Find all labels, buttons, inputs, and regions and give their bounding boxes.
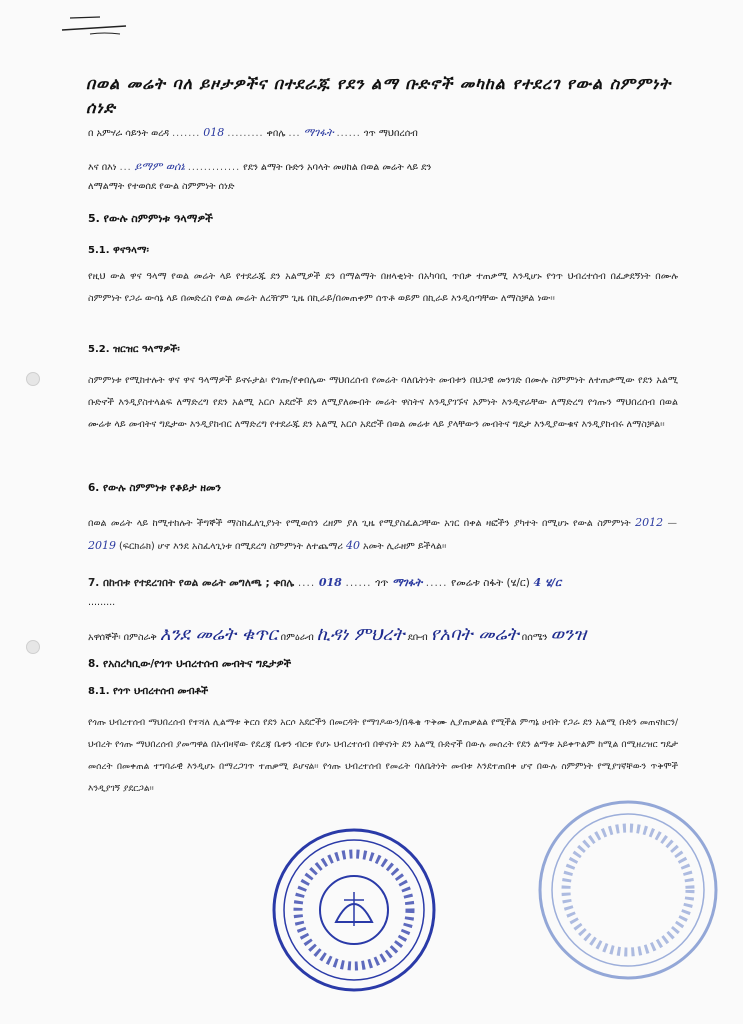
name-prefix: እና በእነ (88, 162, 117, 173)
intro-line-3: ለማልማት የተወሰደ የውል ስምምነት ሰነድ (88, 181, 235, 192)
section-7-heading: 7. በከብቱ የተደረገበት የወል መሬት መግለጫ ; ቀበሌ (88, 577, 295, 589)
section-5-1-text: የዚህ ውል ዋና ዓላማ የወል መሬት ላይ የተደራጁ ደን አልሚዎች ደን በማልማት በዘላቂነት በአካባቢ ጥበቃ ተጠቃሚ እንዲሆኑ የጎጥ ህብረተሰብ በፈቃደኝነት በሙሉ ስምምነት የጋራ ውሳኔ ላይ በመድረስ የወል መሬት ለረዥም ጊዜ በኪራይ/በመጠቀም ሰጥቶ ወይም በኪራይ እንዲሰጣቸው ለማስቻል ነው፡፡ (88, 271, 678, 304)
zone-label: በ አምሃራ ሳይንት ወረዳ (88, 128, 170, 139)
start-year: 2012 (635, 516, 664, 529)
east-boundary-value: እንደ መሬት ቁጥር (159, 624, 278, 645)
section-5-2-text: ስምምነቱ የሚከተሉት ዋና ዋና ዓላማዎች ይኖሩታል፡ የጎጡ/የቀበሌው ማህበረሰብ የመሬት ባለቤትነት መብቱን በህጋዊ መንገድ በሙሉ ስምምነት ለተጠቃሚው የደን አልሚ ቡድኖች እንዲያስተላልፍ ለማድረግ የደን አልሚ አርሶ አደሮች ደን ለሚያለሙበት መሬት ዋስትና እንዲያገኙና አምነት እንዲኖራቸው ለማድረግ የጎጡን ማህበረሰብ በወል ሙሬቱ ላይ መብትና ግዴታው እንዲያከብር ለማድረግ የተደራጁ ደን አልሚ አርሶ አደሮች በወል መሬቱ ላይ ያላቸውን መብትና ግዴታ እንዲያውቁና እንዲያከብሩ ለማስቻል፡፡ (88, 375, 678, 430)
punch-hole (26, 372, 40, 386)
end-year: 2019 (88, 539, 116, 552)
south-label: ደቡብ (407, 632, 428, 643)
boundaries-line (88, 624, 586, 645)
section-7-got-value: ማገፋት (392, 576, 423, 589)
section-8-heading: 8. የአስረካቢው/የጎጥ ህብረተሰብ መብትና ግዴታዎች (88, 658, 292, 670)
section-7-kebele-value: 018 (318, 576, 342, 589)
intro-line-2-rest: የደን ልማት ቡድን አባላት መሀከል በወል መሬት ላይ ደን (243, 162, 432, 173)
section-6-text-b: (ፍርክሬክ) ሆኖ እንደ አስፈላጊነቱ በሚደረግ ስምምነት ለተጨማሪ (119, 541, 343, 552)
west-label: በምዕራብ (280, 632, 314, 643)
area-label: የመሬቱ ስፋት (ሄ/ር) (451, 577, 530, 589)
got-value: ማገፋት (303, 126, 334, 139)
extension-years: 40 (346, 539, 361, 552)
group-leader-name: ይማም ወሰኔ (134, 160, 185, 173)
official-seal-stamp-partial-icon (508, 790, 743, 980)
punch-hole (26, 640, 40, 654)
intro-line-1: በ አምሃራ ሳይንት ወረዳ ....... 018 ......... ቀበሌ ... ማገፋት ...... ጎጥ ማህበረሰብ (88, 126, 418, 139)
section-6-text-a: በወል መሬት ላይ ከሚተከሉት ችግኞች ማስከፈለጊያነት የሚወሰን ረዘም ያለ ጊዜ የሚያስፈልጋቸው አገር በቀል ዛፎችን ያካተት በሚሆኑ የውል ስምምነት (88, 518, 631, 529)
handwritten-mark-icon (60, 12, 130, 38)
area-value: 4 ሄ/ር (533, 576, 562, 589)
section-6-text: በወል መሬት ላይ ከሚተከሉት ችግኞች ማስከፈለጊያነት የሚወሰን ረዘም ያለ ጊዜ የሚያስፈልጋቸው አገር በቀል ዛፎችን ያካተት በሚሆኑ የውል ስምምነት 2012 — 2019 (ፍርክሬክ) ሆኖ እንደ አስፈላጊነቱ በሚደረግ ስምምነት ለተጨማሪ 40 አመት ሊራዘም ይችላል፡፡ (88, 516, 678, 552)
kebele-label: ቀበሌ (266, 128, 286, 139)
section-8-1-text: የጎጡ ህብረተሰብ ማህበረሰብ የተሻለ ሊልማቱ ቅርስ የደን አርሶ አደሮችን በመርዳት የማገዶውን/በዱቄ ጥቅሙ ሊያጠቃልል የሚችል ምጣኔ ሀብት የጋራ ደን አልሚ ቡድን መጠናከርን/ ህብረት የጎጡ ማህበረሰብ ያመጣዋል በአብዛኛው የደረጃ ቤቱን ብርቱ የሆኑ ህብረተሰብ በዋናነት ደን አልሚ ቡድኖች በውሉ መሰረት የደን ልማቱ አይቀጥልም ከሚል በሚዘረዝር ግዴታ መሰረት በመቀጠል ተግባራዊ እንዲሆኑ በማረጋገጥ ተጠቃሚ ይሆናል፡፡ የጎጡ ህብረተሰብ የመሬት ባለቤትነት መብቱ እንደተጠበቀ ሆኖ በውሉ ስምምነት የሚያገኛቸውን ጥቅሞች እንዲያገኝ ያደርጋል፡፡ (88, 718, 678, 794)
north-label: በሰሜን (521, 632, 548, 643)
section-7-line: 7. በከብቱ የተደረገበት የወል መሬት መግለጫ ; ቀበሌ .... 018 ...... ጎጥ ማገፋት ..... የመሬቱ ስፋት (ሄ/ር) 4 ሄ/ር (88, 576, 562, 589)
north-boundary-value: ወንዝ (550, 624, 587, 645)
intro-line-2: እና በእነ ... ይማም ወሰኔ ............. የደን ልማት ቡድን አባላት መሀከል በወል መሬት ላይ ደን (88, 160, 432, 173)
section-6-heading: 6. የውሉ ስምምነቱ የቆይታ ዘመን (88, 482, 221, 494)
document-title: በወል መሬት ባለ ይዞታዎችና በተደራጁ የደን ልማ ቡድኖች መካከል የተደረገ የውል ስምምነት ሰነድ (86, 74, 672, 117)
section-8-1-heading: 8.1. የጎጥ ህብረተሰብ መብቶች (88, 686, 209, 697)
official-seal-stamp-icon (270, 826, 438, 994)
section-7-got-label: ጎጥ (375, 577, 389, 589)
section-5-heading: 5. የውሉ ስምምነቱ ዓላማዎች (88, 212, 213, 225)
kebele-value: 018 (203, 126, 225, 139)
section-5-1-heading: 5.1. ዋናዓላማ፡ (88, 245, 149, 256)
got-label: ጎጥ ማህበረሰብ (363, 128, 418, 139)
west-boundary-value: ኪዳነ ምህረት (316, 624, 405, 645)
south-boundary-value: የአባት መሬት (430, 624, 519, 645)
section-7-dots: ......... (88, 597, 116, 608)
section-6-text-c: አመት ሊራዘም ይችላል፡፡ (363, 541, 447, 552)
east-label: አዋሰኞች፡ በምስራቅ (88, 632, 157, 643)
section-5-2-heading: 5.2. ዝርዝር ዓላማዎች፡ (88, 344, 180, 355)
